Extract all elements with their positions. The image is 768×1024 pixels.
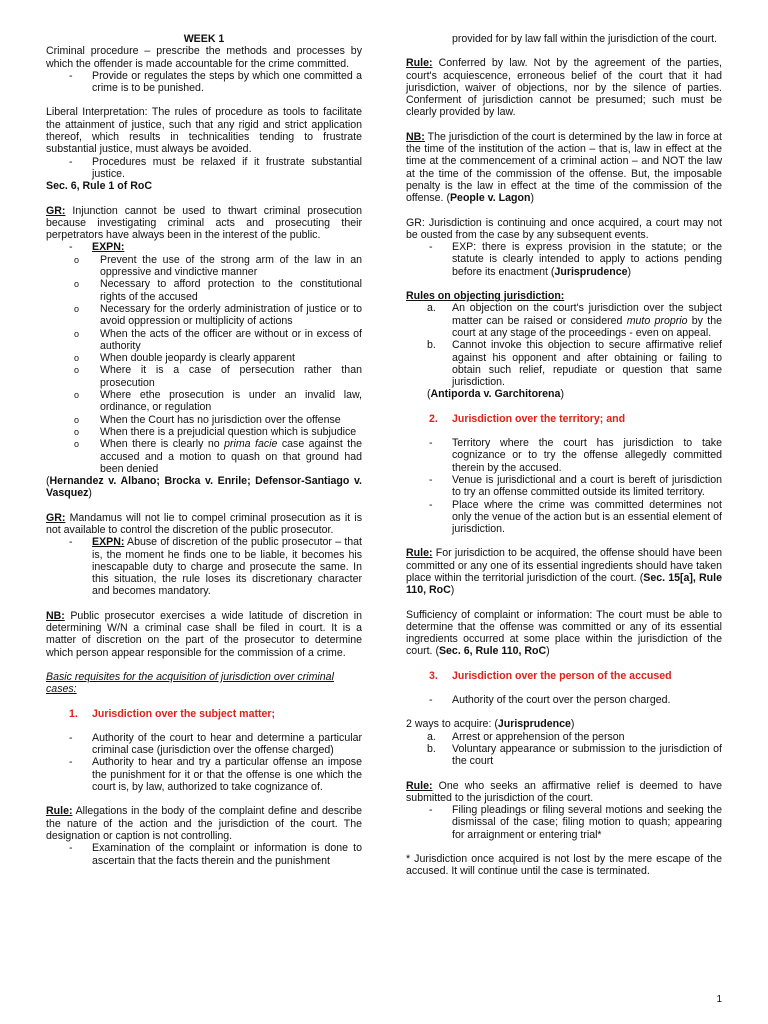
list-item: - Provide or regulates the steps by which one committed a crime is to be punished. — [69, 69, 362, 95]
list-item: o Necessary for the orderly administration of justice or to avoid oppression or multiplicity of actions — [74, 302, 362, 328]
list-item: o Necessary to afford protection to the constitutional rights of the accused — [74, 278, 362, 303]
liberal-interpretation: Liberal Interpretation: The rules of procedure as tools to facilitate the attainment of justice, such that any rigid and strict application thereof, which results in technicalities tending to frustrate substantial justice, must always be avoided. — [46, 106, 362, 156]
list-item: - Examination of the complaint or information is done to ascertain that the facts therein and the punishment — [69, 842, 362, 867]
list-item: a. An objection on the court's jurisdiction over the subject matter can be raised or considered muto proprio by the court at any stage of the proceedings - even on appeal. — [427, 302, 722, 339]
list-item: - EXP: there is express provision in the statute; or the statute is clearly intended to apply to actions pending before its enactment (Jurisprudence) — [429, 241, 722, 278]
ways-heading: 2 ways to acquire: (Jurisprudence) — [406, 718, 575, 731]
list-item: - EXPN: Abuse of discretion of the public prosecutor – that is, the moment he finds one to be liable, it becomes his inescapable duty to charge and prosecute the same. In this situation, the rule loses its discretionary character and becomes mandatory. — [69, 536, 362, 598]
rule-paragraph: Rule: Allegations in the body of the complaint define and describe the nature of the action and the jurisdiction of the court. The designation or caption is not controlling. — [46, 805, 362, 842]
rule-paragraph: Rule: For jurisdiction to be acquired, the offense should have been committed or any one of its essential ingredients should have taken place within the territorial jurisdiction of the court. (Sec. 15[a], Rule 110, RoC) — [406, 547, 722, 597]
list-item: o When the acts of the officer are without or in excess of authority — [74, 327, 362, 352]
left-column — [46, 33, 362, 867]
numbered-heading: 2. Jurisdiction over the territory; and — [429, 412, 626, 425]
list-item: a. Arrest or apprehension of the person — [427, 730, 625, 743]
intro-paragraph: Criminal procedure – prescribe the methods and processes by which the offender is made accountable for the crime committed. — [46, 45, 362, 70]
list-item: o When double jeopardy is clearly apparent — [74, 352, 295, 365]
list-item: b. Cannot invoke this objection to secure affirmative relief against his opponent and after obtaining or failing to obtain such relief, repudiate or question that same jurisdiction. — [427, 339, 722, 389]
sufficiency-paragraph: Sufficiency of complaint or information: The court must be able to determine that the offense was committed or any of its essential ingredients occurred at some place within the jurisdiction of the court. (Sec. 6, Rule 110, RoC) — [406, 608, 722, 658]
general-rule-injunction: GR: Injunction cannot be used to thwart criminal prosecution because investigating criminal acts and prosecuting their perpetrators have always been in the interest of the public. — [46, 204, 362, 242]
nota-bene: NB: The jurisdiction of the court is determined by the law in force at the time of the institution of the action – that is, law in effect at the time at the commencement of a criminal action – and NOT the law at the time of the commission of the offense. But, the imposable penalty is the law in effect at the time of the commission of the offense. (People v. Lagon) — [406, 130, 722, 205]
list-item: - Authority to hear and try a particular offense an impose the punishment for it or that the offense is one which the court is, by law, authorized to take cognizance of. — [69, 756, 362, 794]
list-item: o When the Court has no jurisdiction over the offense — [74, 413, 341, 426]
list-item: o Prevent the use of the strong arm of the law in an oppressive and vindictive manner — [74, 253, 362, 279]
exceptions-heading: - EXPN: — [69, 241, 125, 254]
rule-paragraph: Rule: Conferred by law. Not by the agreement of the parties, court's acquiescence, erroneous belief of the court that it had jurisdiction, waiver of objections, nor by the silence of parties. Conferment of jurisdiction cannot be presumed; such must be clearly provided by law. — [406, 57, 722, 119]
list-item-continued: provided for by law fall within the jurisdiction of the court. — [452, 33, 717, 45]
page-title: WEEK 1 — [183, 33, 225, 45]
list-item: o When there is clearly no prima facie case against the accused and a motion to quash on that ground had been denied — [74, 438, 362, 475]
rule-paragraph: Rule: One who seeks an affirmative relief is deemed to have submitted to the jurisdiction of the court. — [406, 779, 722, 804]
list-item: - Authority of the court over the person charged. — [429, 694, 671, 707]
list-item: o Where ethe prosecution is under an invalid law, ordinance, or regulation — [74, 389, 362, 414]
nota-bene: NB: Public prosecutor exercises a wide latitude of discretion in determining W/N a criminal case shall be filed in court. It is a matter of discretion on the part of the prosecutor to determine which person appear responsible for the commission of a crime. — [46, 609, 362, 659]
general-rule-mandamus: GR: Mandamus will not lie to compel criminal prosecution as it is not available to control the discretion of the public prosecutor. — [46, 511, 362, 536]
citation: (Hernandez v. Albano; Brocka v. Enrile; Defensor-Santiago v. Vasquez) — [46, 475, 362, 500]
list-item: o Where it is a case of persecution rather than prosecution — [74, 364, 362, 389]
page-number: 1 — [716, 994, 722, 1005]
list-item: - Place where the crime was committed determines not only the venue of the action but is an essential element of jurisdiction. — [429, 498, 722, 536]
list-item: - Venue is jurisdictional and a court is bereft of jurisdiction to try an offense committed outside its limited territory. — [429, 473, 722, 499]
section-heading: Basic requisites for the acquisition of jurisdiction over criminal cases: — [46, 670, 334, 696]
section-heading: Rules on objecting jurisdiction: — [406, 290, 565, 303]
list-item: - Territory where the court has jurisdiction to take cognizance or to try the offense allegedly committed therein by the accused. — [429, 437, 722, 474]
citation: (Antiporda v. Garchitorena) — [427, 388, 564, 401]
list-item: - Filing pleadings or filing several motions and seeking the dismissal of the case; filing motion to quash; appearing for arraignment or entering trial* — [429, 804, 722, 841]
numbered-heading: 1. Jurisdiction over the subject matter; — [69, 707, 276, 720]
list-item: - Authority of the court to hear and determine a particular criminal case (jurisdiction over the offense charged) — [69, 731, 362, 757]
list-item: - Procedures must be relaxed if it frustrate substantial justice. — [69, 155, 362, 180]
general-rule-continuing: GR: Jurisdiction is continuing and once acquired, a court may not be ousted from the case by any subsequent events. — [406, 216, 722, 241]
list-item: o When there is a prejudicial question which is subjudice — [74, 425, 357, 438]
right-column — [406, 33, 722, 878]
citation: Sec. 6, Rule 1 of RoC — [46, 180, 152, 193]
footnote: * Jurisdiction once acquired is not lost by the mere escape of the accused. It will continue until the case is terminated. — [406, 853, 722, 878]
list-item: b. Voluntary appearance or submission to the jurisdiction of the court — [427, 742, 722, 768]
numbered-heading: 3. Jurisdiction over the person of the accused — [429, 669, 672, 682]
